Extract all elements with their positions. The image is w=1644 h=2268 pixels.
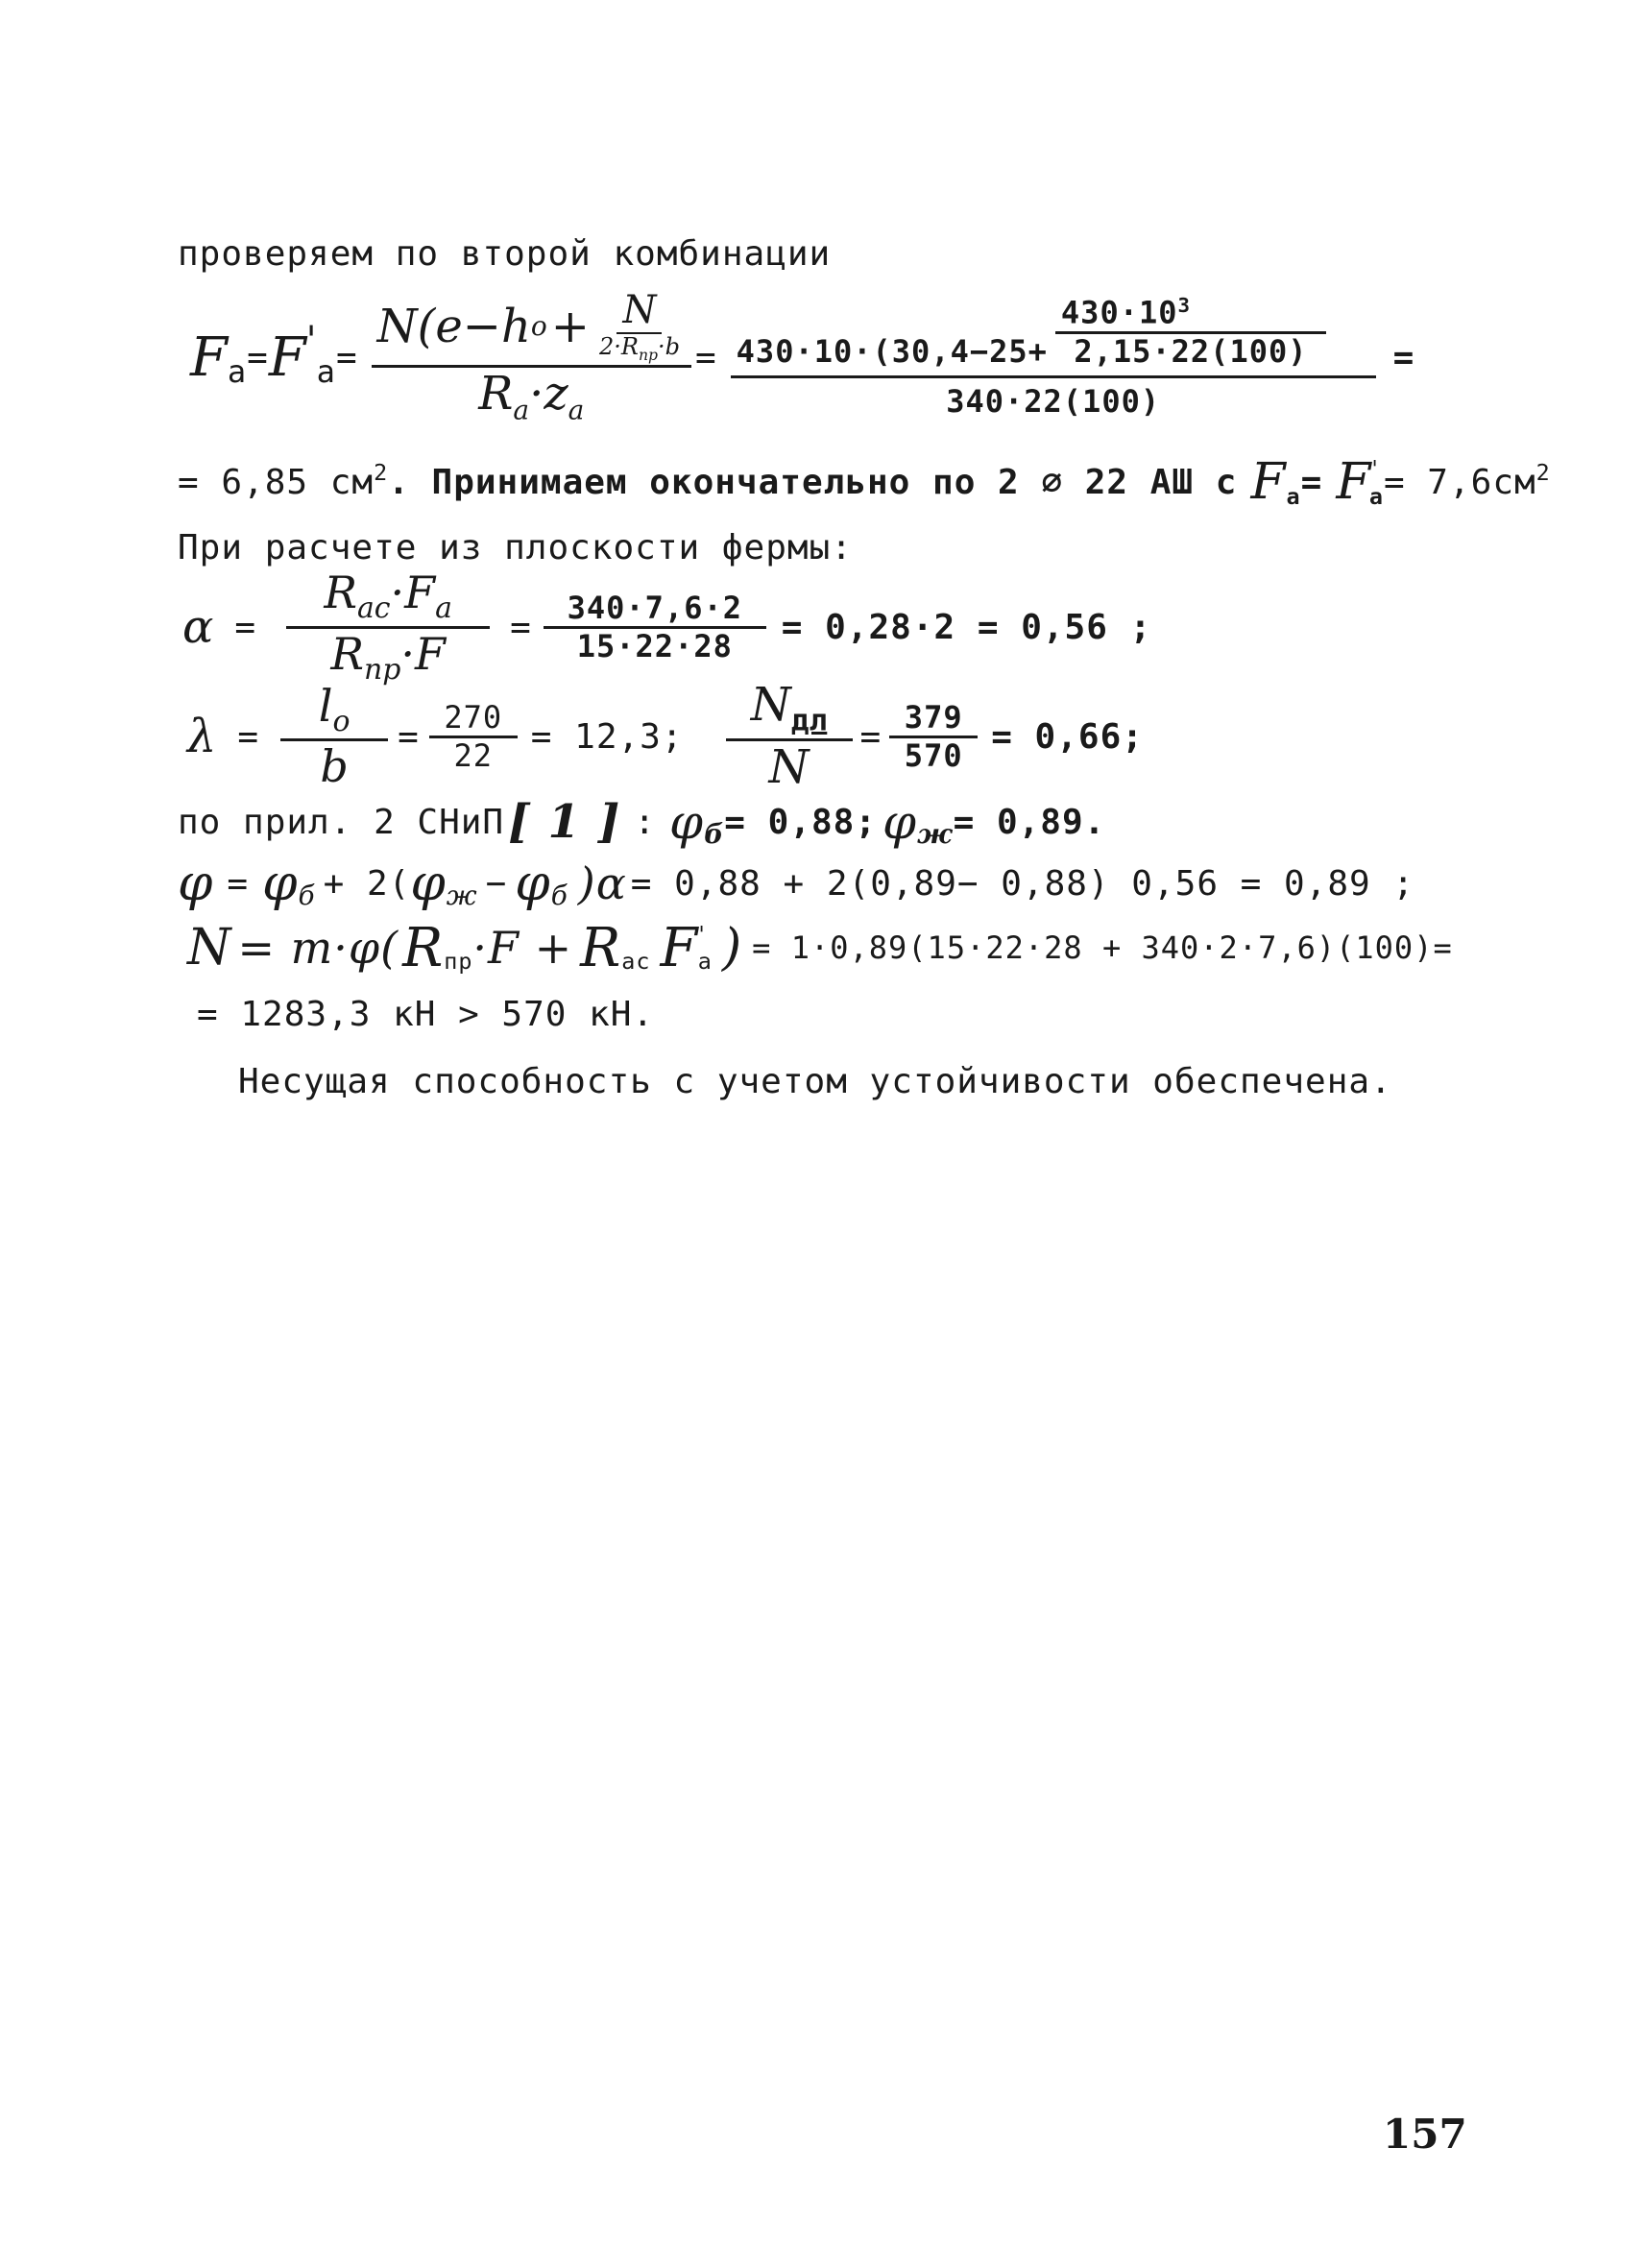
alpha-num-sub: ас (356, 591, 391, 626)
ndl-num-sub: дл (790, 703, 828, 738)
alpha-num-rest-sub: a (435, 591, 452, 626)
ndl-calc-den: 570 (904, 736, 963, 774)
formula-num-sub: o (530, 310, 547, 343)
eq-sign: = (510, 607, 532, 647)
inner-den: 2·R (598, 333, 639, 361)
snip-line (178, 793, 1105, 851)
fa-symbol: F (1250, 453, 1287, 511)
eq-sign: = (335, 337, 358, 377)
formula-num: N(e−h (376, 299, 531, 353)
eq-sign-end: = (1392, 337, 1415, 377)
formula-den-sub: a (513, 394, 530, 426)
n-result-line2: = 1283,3 кН > 570 кН. (197, 995, 655, 1034)
lambda-calc (429, 700, 518, 774)
equation-phi (178, 853, 1414, 914)
result-value-sup: 2 (1535, 459, 1551, 486)
fa-prime-sub: a (316, 353, 336, 390)
lambda-den: b (320, 740, 349, 793)
ndl-result: = 0,66; (991, 716, 1144, 757)
phi-zh-symbol: φ (410, 855, 447, 912)
eq-sign: = (237, 716, 260, 757)
formula-den: R (478, 366, 514, 421)
equation-fa (190, 280, 1414, 434)
phi-symbol: φ (178, 855, 214, 912)
lambda-num-sub: o (332, 704, 351, 738)
snip-colon: : (634, 802, 657, 842)
eq-sign: = (247, 337, 269, 377)
result-prefix: = 6,85 см (178, 462, 375, 502)
alpha-symbol: α (182, 600, 214, 654)
phi-zh-sub: ж (446, 879, 478, 911)
lambda-result: = 12,3; (530, 716, 684, 757)
phi-zh-value: = 0,89. (953, 802, 1106, 842)
alpha-calc-num: 340·7,6·2 (544, 591, 766, 629)
fa-prime-sub: a (1368, 483, 1384, 510)
ndl-calc (889, 700, 978, 774)
eq-sign: = (227, 863, 250, 904)
n-r2-sub: ас (621, 948, 651, 975)
snip-ref: [ 1 ] (508, 795, 621, 849)
fraction-formula (372, 288, 691, 426)
calc-den: 340·22(100) (946, 382, 1161, 420)
calc-num-left: 430·10·(30,4−25+ (736, 332, 1048, 370)
n-m-phi: = m·φ( (237, 922, 399, 974)
fa-prime: ' (1371, 455, 1379, 482)
n-result: = 1·0,89(15·22·28 + 340·2·7,6)(100)= (752, 929, 1453, 966)
n-r: R (402, 916, 445, 979)
lambda-formula (280, 681, 388, 792)
phi-b-sub: б (298, 879, 316, 911)
formula-den-z: ·z (529, 366, 568, 421)
formula-den-z-sub: a (568, 394, 585, 426)
eq-sign: = (1300, 462, 1323, 502)
n-close: ) (721, 919, 743, 977)
equation-lambda (187, 677, 1144, 795)
alpha-formula (278, 567, 498, 687)
eq-sign: = (859, 716, 882, 757)
calc-inner-den: 2,15·22(100) (1074, 332, 1308, 370)
conclusion: Несущая способность с учетом устойчивости обеспечена. (238, 1062, 1392, 1101)
alpha-num-rest: ·F (390, 566, 436, 618)
fa-prime-symbol: F (268, 326, 306, 389)
alpha-num: R (324, 566, 357, 618)
equation-alpha (182, 566, 1152, 687)
phi-b2-sub: б (550, 879, 568, 911)
ndl-den: N (768, 740, 810, 795)
phi-zh-symbol: φ (882, 794, 918, 850)
alpha-den-sub: пр (363, 652, 401, 687)
n-f2: F (660, 916, 699, 979)
inner-fraction (593, 288, 686, 365)
result-sup: 2 (374, 459, 389, 486)
calc-inner-num: 430·10 (1060, 295, 1178, 332)
calc-inner-sup: 3 (1177, 294, 1192, 318)
formula-plus: + (550, 299, 590, 353)
result-line (178, 453, 1551, 511)
intro-text: проверяем по второй комбинации (178, 234, 832, 274)
n-r2: R (580, 916, 622, 979)
page-number: 157 (1383, 2111, 1467, 2158)
equation-n (187, 914, 1453, 981)
result-value: = 7,6см (1383, 462, 1536, 502)
fa-sub: a (1286, 483, 1301, 510)
fa-sub: a (227, 353, 248, 390)
calc-inner-fraction (1055, 295, 1326, 369)
phi-b-value: = 0,88; (724, 802, 878, 842)
inner-den-sub: пр (638, 347, 658, 365)
alpha-calc-den: 15·22·28 (576, 627, 733, 664)
n-f2-prime: ' (698, 921, 706, 948)
ndl-num: N (750, 677, 791, 732)
ndl-formula (726, 679, 853, 795)
n-symbol: N (187, 919, 232, 977)
eq-sign: = (234, 607, 257, 647)
lambda-symbol: λ (187, 710, 217, 763)
phi-b2-symbol: φ (515, 855, 551, 912)
inner-num: N (616, 288, 662, 334)
alpha-result: = 0,28·2 = 0,56 ; (781, 607, 1152, 647)
alpha-den-rest: ·F (400, 627, 446, 680)
lambda-calc-num: 270 (429, 700, 518, 738)
ndl-calc-num: 379 (889, 700, 978, 738)
phi-minus: − (485, 863, 508, 904)
inner-den-b: ·b (657, 333, 680, 361)
alpha-calc (544, 591, 766, 664)
result-text: . Принимаем окончательно по 2 ∅ 22 АШ с (388, 462, 1238, 502)
lambda-num: l (318, 679, 333, 732)
phi-result: = 0,88 + 2(0,89− 0,88) 0,56 = 0,89 ; (630, 863, 1415, 904)
phi-plus: + 2( (323, 863, 411, 904)
n-f2-sub: a (697, 948, 713, 975)
fa-symbol: F (190, 326, 228, 389)
fa-prime: ' (305, 319, 317, 363)
phi-zh-sub: ж (917, 817, 954, 850)
plane-text: При расчете из плоскости фермы: (178, 528, 853, 567)
eq-sign: = (694, 337, 717, 377)
snip-text: по прил. 2 СНиП (178, 802, 505, 842)
phi-b-symbol: φ (669, 794, 705, 850)
n-r-sub: пр (444, 948, 473, 975)
fa-prime-symbol: F (1336, 453, 1372, 511)
n-f: ·F + (472, 922, 573, 974)
alpha-den: R (330, 627, 364, 680)
eq-sign: = (398, 716, 420, 757)
phi-b-sub: б (704, 817, 725, 850)
lambda-calc-den: 22 (453, 736, 494, 774)
phi-alpha: )α (577, 857, 627, 909)
phi-b-symbol: φ (262, 855, 299, 912)
fraction-calc (731, 295, 1376, 419)
